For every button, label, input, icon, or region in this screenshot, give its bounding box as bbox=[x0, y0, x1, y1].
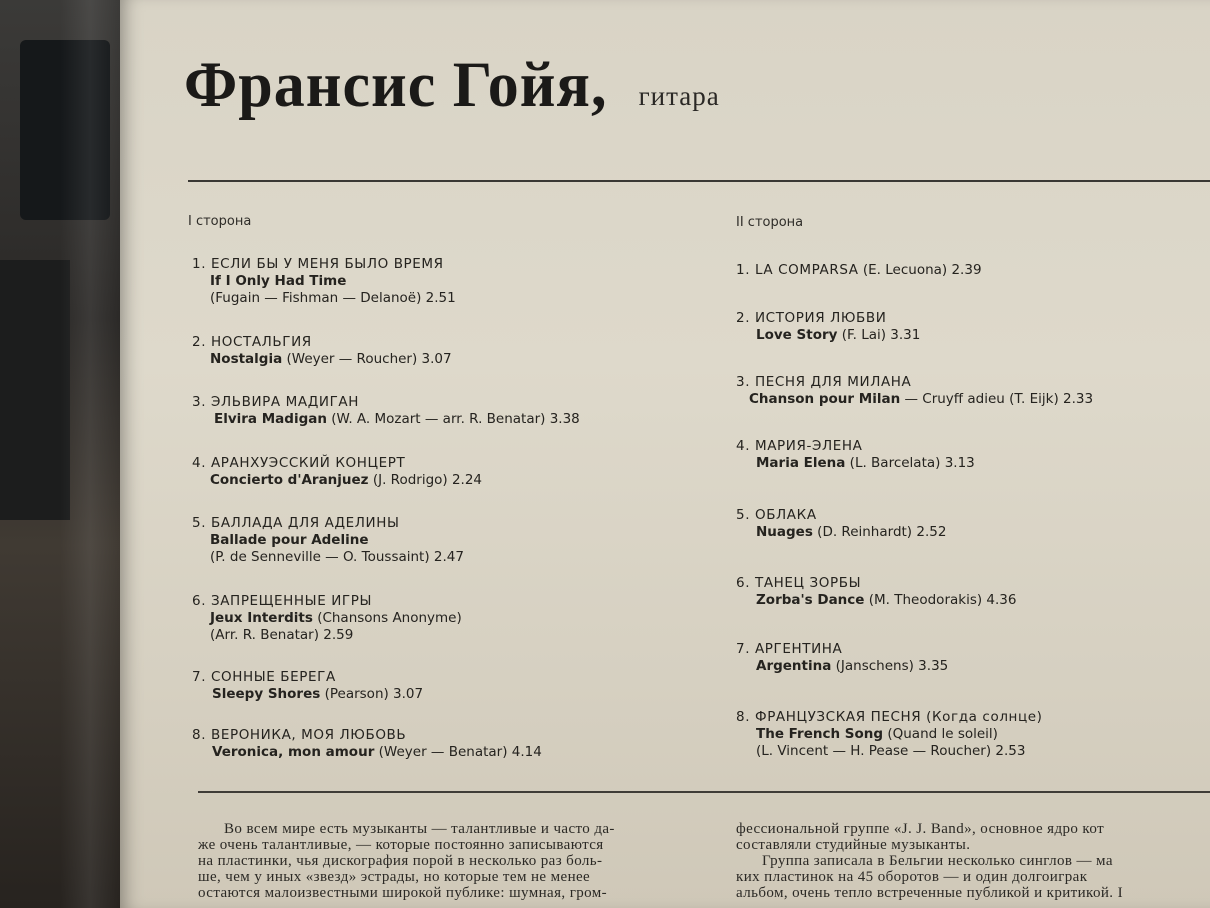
track-item bbox=[736, 575, 1017, 609]
track-credits: (Fugain — Fishman — Delanoë) 2.51 bbox=[210, 290, 456, 306]
side2-label: II сторона bbox=[736, 215, 804, 230]
divider-top bbox=[188, 180, 1210, 182]
track-title: 7. СОННЫЕ БЕРЕГА bbox=[192, 669, 336, 685]
track-item bbox=[192, 515, 464, 566]
instrument-label: гитара bbox=[638, 81, 720, 111]
track-credits: (Quand le soleil) bbox=[887, 726, 998, 742]
track-english-title: Nuages bbox=[756, 524, 813, 540]
track-english-title: Maria Elena bbox=[756, 455, 846, 471]
track-title: 4. АРАНХУЭССКИЙ КОНЦЕРТ bbox=[192, 455, 406, 471]
artist-name: Франсис Гойя, bbox=[184, 49, 608, 121]
track-credits: (J. Rodrigo) 2.24 bbox=[372, 472, 483, 488]
track-credits: (E. Lecuona) 2.39 bbox=[862, 262, 982, 278]
liner-notes-line: ких пластинок на 45 оборотов — и один долгоиграк bbox=[736, 869, 1088, 885]
track-title: 2. ИСТОРИЯ ЛЮБВИ bbox=[736, 310, 887, 326]
track-credits: — Cruyff adieu (T. Eijk) 2.33 bbox=[904, 391, 1094, 407]
track-item bbox=[736, 310, 920, 344]
track-title: 1. LA COMPARSA bbox=[736, 262, 859, 278]
liner-notes-left bbox=[198, 821, 710, 908]
track-english-title: Concierto d'Aranjuez bbox=[210, 472, 369, 488]
track-credits: (Arr. R. Benatar) 2.59 bbox=[210, 627, 354, 643]
track-item bbox=[736, 438, 975, 472]
track-title: 7. АРГЕНТИНА bbox=[736, 641, 843, 657]
track-title: 5. БАЛЛАДА ДЛЯ АДЕЛИНЫ bbox=[192, 515, 400, 531]
track-title: 4. МАРИЯ-ЭЛЕНА bbox=[736, 438, 863, 454]
track-english-title: Nostalgia bbox=[210, 351, 283, 367]
divider-bottom bbox=[198, 791, 1210, 793]
track-title: 2. НОСТАЛЬГИЯ bbox=[192, 334, 312, 350]
track-english-title: Love Story bbox=[756, 327, 838, 343]
track-english-title: If I Only Had Time bbox=[210, 273, 347, 289]
track-item bbox=[736, 709, 1043, 760]
track-credits: (D. Reinhardt) 2.52 bbox=[817, 524, 947, 540]
track-item bbox=[736, 262, 982, 279]
track-credits: (Weyer — Benatar) 4.14 bbox=[378, 744, 542, 760]
track-credits: (Weyer — Roucher) 3.07 bbox=[286, 351, 452, 367]
track-item bbox=[192, 334, 452, 368]
plastic-glare bbox=[60, 0, 120, 908]
track-credits: (P. de Senneville — O. Toussaint) 2.47 bbox=[210, 549, 464, 565]
liner-notes-line: ше, чем у иных «звезд» эстрады, но которые тем не менее bbox=[198, 869, 591, 885]
track-title: 8. ФРАНЦУЗСКАЯ ПЕСНЯ (Когда солнце) bbox=[736, 709, 1043, 725]
track-english-title: Ballade pour Adeline bbox=[210, 532, 369, 548]
liner-notes-line: фессиональной группе «J. J. Band», основное ядро кот bbox=[736, 821, 1105, 837]
liner-notes-line: же очень талантливые, — которые постоянно записываются bbox=[198, 837, 604, 853]
track-item bbox=[736, 641, 948, 675]
track-credits: (M. Theodorakis) 4.36 bbox=[868, 592, 1017, 608]
track-credits: (Pearson) 3.07 bbox=[324, 686, 424, 702]
liner-notes-line: составляли студийные музыканты. bbox=[736, 837, 971, 853]
track-item bbox=[736, 507, 946, 541]
track-english-title: Jeux Interdits bbox=[210, 610, 313, 626]
side1-label: I сторона bbox=[188, 214, 252, 229]
track-english-title: Veronica, mon amour bbox=[212, 744, 375, 760]
liner-notes-line: альбом, очень тепло встреченные публикой и критикой. I bbox=[736, 885, 1124, 901]
track-credits: (F. Lai) 3.31 bbox=[841, 327, 921, 343]
track-english-title: The French Song bbox=[756, 726, 884, 742]
track-item bbox=[192, 394, 580, 428]
track-english-title: Argentina bbox=[756, 658, 832, 674]
record-sleeve bbox=[120, 0, 1210, 908]
track-english-title: Chanson pour Milan bbox=[749, 391, 901, 407]
track-english-title: Zorba's Dance bbox=[756, 592, 865, 608]
liner-notes-line: Во всем мире есть музыканты — талантливые и часто да- bbox=[224, 821, 615, 837]
track-english-title: Elvira Madigan bbox=[214, 411, 327, 427]
track-item bbox=[192, 593, 462, 644]
liner-notes-line: на пластинки, чья дискография порой в несколько раз боль- bbox=[198, 853, 603, 869]
track-credits: (L. Vincent — H. Pease — Roucher) 2.53 bbox=[756, 743, 1026, 759]
liner-notes-line: остаются малоизвестными широкой публике: шумная, гром- bbox=[198, 885, 608, 901]
liner-notes-right bbox=[736, 821, 1210, 908]
track-title: 1. ЕСЛИ БЫ У МЕНЯ БЫЛО ВРЕМЯ bbox=[192, 256, 444, 272]
track-item bbox=[192, 455, 482, 489]
track-credits: (Chansons Anonyme) bbox=[317, 610, 462, 626]
track-title: 5. ОБЛАКА bbox=[736, 507, 817, 523]
track-item bbox=[736, 374, 1093, 408]
track-item bbox=[192, 256, 456, 307]
track-title: 3. ЭЛЬВИРА МАДИГАН bbox=[192, 394, 359, 410]
liner-notes-line: Группа записала в Бельгии несколько синглов — ма bbox=[762, 853, 1113, 869]
track-english-title: Sleepy Shores bbox=[212, 686, 321, 702]
track-credits: (W. A. Mozart — arr. R. Benatar) 3.38 bbox=[331, 411, 580, 427]
track-title: 6. ЗАПРЕЩЕННЫЕ ИГРЫ bbox=[192, 593, 372, 609]
background-left bbox=[0, 0, 140, 908]
track-title: 3. ПЕСНЯ ДЛЯ МИЛАНА bbox=[736, 374, 912, 390]
track-title: 8. ВЕРОНИКА, МОЯ ЛЮБОВЬ bbox=[192, 727, 407, 743]
track-item bbox=[192, 727, 542, 761]
track-credits: (L. Barcelata) 3.13 bbox=[849, 455, 975, 471]
track-title: 6. ТАНЕЦ ЗОРБЫ bbox=[736, 575, 862, 591]
track-item bbox=[192, 669, 423, 703]
track-credits: (Janschens) 3.35 bbox=[835, 658, 949, 674]
header bbox=[184, 50, 720, 121]
